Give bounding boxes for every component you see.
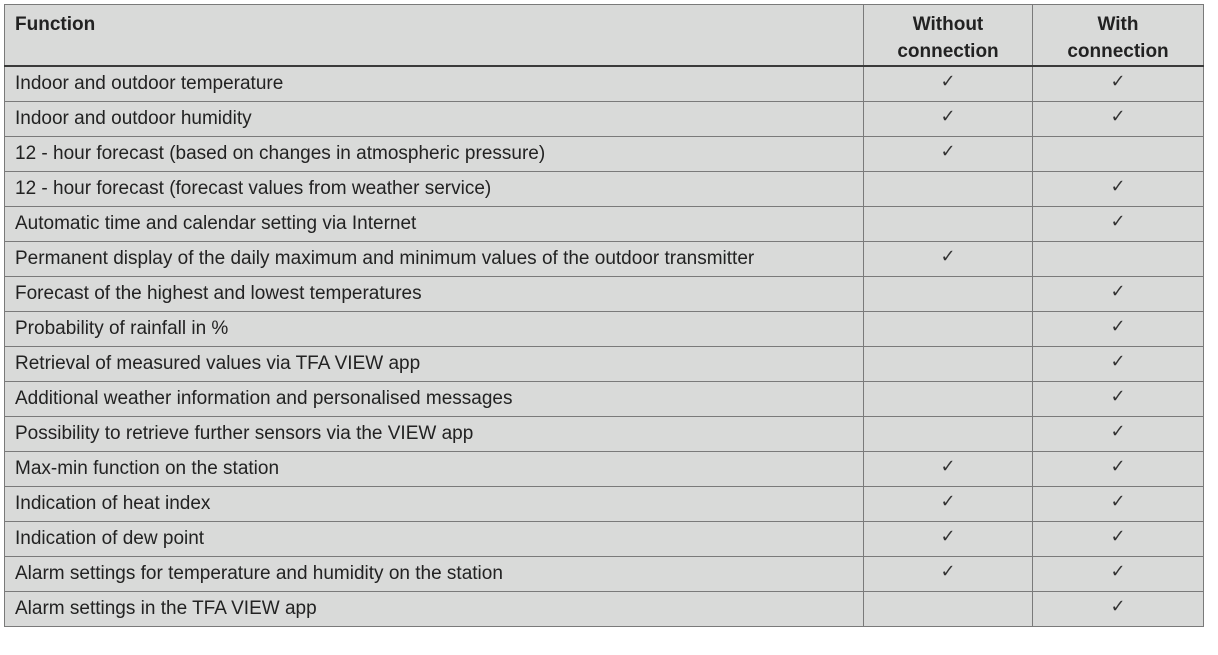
header-function: Function xyxy=(5,5,864,67)
checkmark-icon: ✓ xyxy=(1110,561,1126,582)
header-without-line1: Without xyxy=(912,14,984,35)
without-connection-cell xyxy=(864,346,1033,381)
table-header xyxy=(5,5,1204,67)
checkmark-icon: ✓ xyxy=(940,456,956,477)
without-connection-cell xyxy=(864,451,1033,486)
checkmark-icon: ✓ xyxy=(1110,351,1126,372)
table-row xyxy=(5,171,1204,206)
table-row xyxy=(5,66,1204,101)
function-comparison-table-container xyxy=(4,4,1203,627)
table-row xyxy=(5,136,1204,171)
table-row xyxy=(5,521,1204,556)
table-row xyxy=(5,556,1204,591)
function-cell: 12 - hour forecast (forecast values from weather service) xyxy=(5,171,864,206)
header-without-connection xyxy=(864,5,1033,67)
without-connection-cell xyxy=(864,556,1033,591)
function-cell: 12 - hour forecast (based on changes in atmospheric pressure) xyxy=(5,136,864,171)
checkmark-icon: ✓ xyxy=(940,106,956,127)
with-connection-cell xyxy=(1033,66,1204,101)
table-row xyxy=(5,276,1204,311)
header-row xyxy=(5,5,1204,67)
function-cell: Indication of dew point xyxy=(5,521,864,556)
with-connection-cell xyxy=(1033,171,1204,206)
table-body xyxy=(5,66,1204,626)
without-connection-cell xyxy=(864,521,1033,556)
checkmark-icon: ✓ xyxy=(1110,491,1126,512)
checkmark-icon: ✓ xyxy=(940,526,956,547)
function-cell: Alarm settings in the TFA VIEW app xyxy=(5,591,864,626)
with-connection-cell xyxy=(1033,556,1204,591)
table-row xyxy=(5,311,1204,346)
function-cell: Possibility to retrieve further sensors via the VIEW app xyxy=(5,416,864,451)
table-row xyxy=(5,206,1204,241)
without-connection-cell xyxy=(864,136,1033,171)
with-connection-cell xyxy=(1033,381,1204,416)
table-row xyxy=(5,416,1204,451)
function-cell: Indication of heat index xyxy=(5,486,864,521)
function-cell: Alarm settings for temperature and humidity on the station xyxy=(5,556,864,591)
without-connection-cell xyxy=(864,101,1033,136)
table-row xyxy=(5,101,1204,136)
checkmark-icon: ✓ xyxy=(940,141,956,162)
function-cell: Forecast of the highest and lowest temperatures xyxy=(5,276,864,311)
without-connection-cell xyxy=(864,206,1033,241)
header-with-connection xyxy=(1033,5,1204,67)
with-connection-cell xyxy=(1033,521,1204,556)
with-connection-cell xyxy=(1033,591,1204,626)
table-row xyxy=(5,346,1204,381)
header-with-line2: connection xyxy=(1067,41,1169,62)
table-row xyxy=(5,486,1204,521)
function-cell: Indoor and outdoor humidity xyxy=(5,101,864,136)
checkmark-icon: ✓ xyxy=(1110,211,1126,232)
checkmark-icon: ✓ xyxy=(1110,71,1126,93)
without-connection-cell xyxy=(864,171,1033,206)
checkmark-icon: ✓ xyxy=(940,71,956,93)
checkmark-icon: ✓ xyxy=(1110,106,1126,127)
function-cell: Additional weather information and personalised messages xyxy=(5,381,864,416)
table-row xyxy=(5,451,1204,486)
checkmark-icon: ✓ xyxy=(940,246,956,267)
with-connection-cell xyxy=(1033,486,1204,521)
function-cell: Automatic time and calendar setting via Internet xyxy=(5,206,864,241)
without-connection-cell xyxy=(864,311,1033,346)
checkmark-icon: ✓ xyxy=(1110,281,1126,302)
table-row xyxy=(5,381,1204,416)
checkmark-icon: ✓ xyxy=(1110,526,1126,547)
function-comparison-table xyxy=(4,4,1204,627)
with-connection-cell xyxy=(1033,101,1204,136)
without-connection-cell xyxy=(864,66,1033,101)
checkmark-icon: ✓ xyxy=(1110,421,1126,442)
checkmark-icon: ✓ xyxy=(1110,176,1126,197)
with-connection-cell xyxy=(1033,311,1204,346)
with-connection-cell xyxy=(1033,416,1204,451)
without-connection-cell xyxy=(864,486,1033,521)
without-connection-cell xyxy=(864,381,1033,416)
without-connection-cell xyxy=(864,276,1033,311)
with-connection-cell xyxy=(1033,206,1204,241)
checkmark-icon: ✓ xyxy=(1110,456,1126,477)
function-cell: Probability of rainfall in % xyxy=(5,311,864,346)
with-connection-cell xyxy=(1033,346,1204,381)
table-row xyxy=(5,241,1204,276)
with-connection-cell xyxy=(1033,241,1204,276)
header-with-line1: With xyxy=(1097,14,1139,35)
function-cell: Max-min function on the station xyxy=(5,451,864,486)
header-without-line2: connection xyxy=(897,41,999,62)
checkmark-icon: ✓ xyxy=(940,561,956,582)
without-connection-cell xyxy=(864,591,1033,626)
checkmark-icon: ✓ xyxy=(1110,386,1126,407)
without-connection-cell xyxy=(864,241,1033,276)
checkmark-icon: ✓ xyxy=(1110,596,1126,617)
with-connection-cell xyxy=(1033,451,1204,486)
table-row xyxy=(5,591,1204,626)
checkmark-icon: ✓ xyxy=(940,491,956,512)
with-connection-cell xyxy=(1033,276,1204,311)
checkmark-icon: ✓ xyxy=(1110,316,1126,337)
without-connection-cell xyxy=(864,416,1033,451)
function-cell: Indoor and outdoor temperature xyxy=(5,66,864,101)
with-connection-cell xyxy=(1033,136,1204,171)
function-cell: Retrieval of measured values via TFA VIEW app xyxy=(5,346,864,381)
function-cell: Permanent display of the daily maximum and minimum values of the outdoor transmitter xyxy=(5,241,864,276)
